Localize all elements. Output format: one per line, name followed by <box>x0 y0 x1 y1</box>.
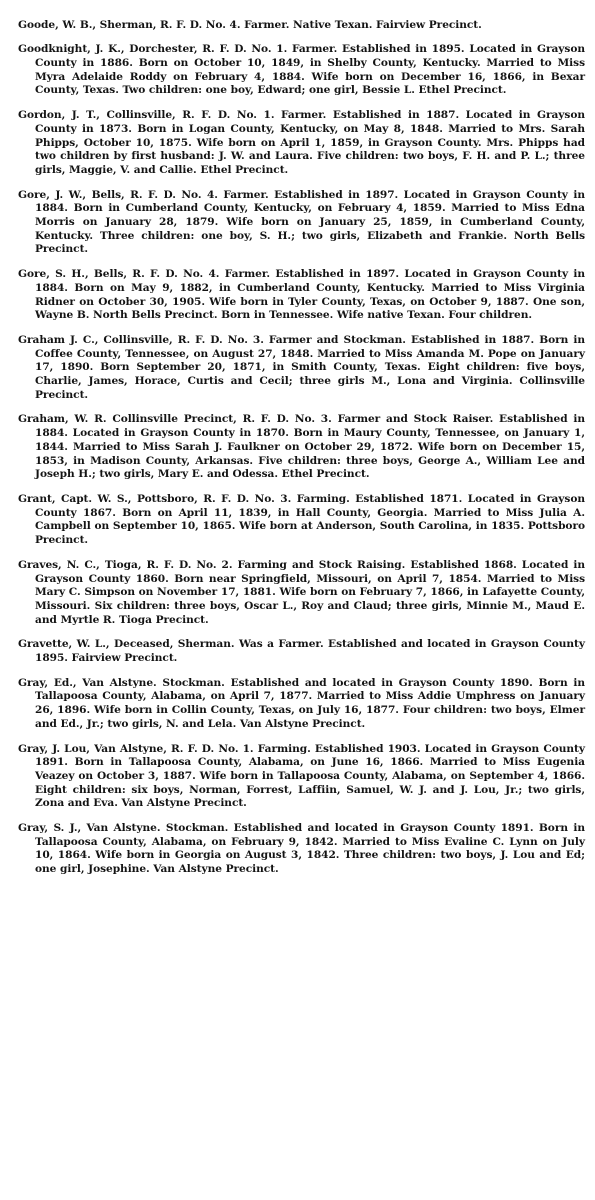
entry-text: Collinsville, R. F. D. No. 3. Farmer and Stockman. Established in 1887. Born in Coffee County, Tennessee, on August 27, 1848. Married to Miss Amanda M. Pope on January 17, 1890. Born September 20, 1871, in Smith County, Texas. Eight children: five boys, Charlie, James, Horace, Curtis and Cecil; three girls M., Lona and Virginia. Collinsville Precinct. <box>35 333 585 401</box>
directory-entry <box>18 268 585 323</box>
entry-text: Collinsville, R. F. D. No. 1. Farmer. Established in 1887. Located in Grayson County in 1873. Born in Logan County, Kentucky, on May 8, 1848. Married to Mrs. Sarah Phipps, October 10, 1875. Wife born on April 1, 1859, in Grayson County. Mrs. Phipps had two children by first husband: J. W. and Laura. Five children: two boys, F. H. and P. L.; three girls, Maggie, V. and Callie. Ethel Precinct. <box>35 109 585 176</box>
entry-name: Gray, S. J., <box>18 822 82 835</box>
directory-entry <box>18 109 585 178</box>
entry-list <box>18 19 585 877</box>
entry-text: Bells, R. F. D. No. 4. Farmer. Established in 1897. Located in Grayson County in 1884. Born in Cumberland County, Kentucky, on February 4, 1859. Married to Miss Edna Morris on January 28, 1879. Wife born on January 25, 1859, in Cumberland County, Kentucky. Three children: one boy, S. H.; two girls, Elizabeth and Frankie. North Bells Precinct. <box>35 188 585 256</box>
directory-entry <box>18 43 585 98</box>
directory-entry <box>18 743 585 812</box>
directory-entry <box>18 334 585 403</box>
directory-entry <box>18 493 585 548</box>
entry-name: Gore, J. W., <box>18 188 87 201</box>
entry-name: Goode, W. B., <box>18 18 97 31</box>
directory-entry <box>18 822 585 877</box>
directory-entry <box>18 189 585 258</box>
entry-text: Bells, R. F. D. No. 4. Farmer. Established in 1897. Located in Grayson County in 1884. Born on May 9, 1882, in Cumberland County, Kentucky. Married to Miss Virginia Ridner on October 30, 1905. Wife born in Tyler County, Texas, on October 9, 1887. One son, Wayne B. North Bells Precinct. Born in Tennessee. Wife native Texan. Four children. <box>35 268 586 322</box>
entry-name: Gravette, W. L., <box>18 638 110 651</box>
directory-entry <box>18 413 585 482</box>
entry-text: Tioga, R. F. D. No. 2. Farming and Stock Raising. Established 1868. Located in Grayson County 1860. Born near Springfield, Missouri, on April 7, 1854. Married to Miss Mary C. Simpson on November 17, 1881. Wife born on February 7, 1866, in Lafayette County, Missouri. Six children: three boys, Oscar L., Roy and Claud; three girls, Minnie M., Maud E. and Myrtle R. Tioga Precinct. <box>35 558 585 626</box>
entry-name: Gore, S. H., <box>18 268 89 281</box>
entry-name: Goodknight, J. K., <box>18 43 125 56</box>
entry-name: Gray, Ed., <box>18 676 77 689</box>
entry-text: Collinsville Precinct, R. F. D. No. 3. Farmer and Stock Raiser. Established in 1884. Located in Grayson County in 1870. Born in Maury County, Tennessee, on January 1, 1844. Married to Miss Sarah J. Faulkner on October 29, 1872. Wife born on December 15, 1853, in Madison County, Arkansas. Five children: three boys, George A., William Lee and Joseph H.; two girls, Mary E. and Odessa. Ethel Precinct. <box>35 413 585 481</box>
entry-name: Grant, Capt. W. S., <box>18 492 132 505</box>
entry-text: Pottsboro, R. F. D. No. 3. Farming. Established 1871. Located in Grayson County 1867. Born on April 11, 1839, in Hall County, Georgia. Married to Miss Julia A. Campbell on September 10, 1865. Wife born at Anderson, South Carolina, in 1835. Pottsboro Precinct. <box>35 492 585 547</box>
directory-entry <box>18 19 585 33</box>
directory-entry <box>18 638 585 665</box>
entry-name: Graham J. C., <box>18 333 99 346</box>
entry-text: Deceased, Sherman. Was a Farmer. Established and located in Grayson County 1895. Fairview Precinct. <box>35 638 586 665</box>
entry-text: Dorchester, R. F. D. No. 1. Farmer. Established in 1895. Located in Grayson County in 1886. Born on October 10, 1849, in Shelby County, Kentucky. Married to Miss Myra Adelaide Roddy on February 4, 1884. Wife born on December 16, 1866, in Bexar County, Texas. Two children: one boy, Edward; one girl, Bessie L. Ethel Precinct. <box>35 43 585 97</box>
directory-entry <box>18 559 585 628</box>
directory-entry <box>18 677 585 732</box>
entry-text: Sherman, R. F. D. No. 4. Farmer. Native Texan. Fairview Precinct. <box>99 18 482 31</box>
entry-text: Van Alstyne. Stockman. Established and located in Grayson County 1890. Born in Tallapoosa County, Alabama, on April 7, 1877. Married to Miss Addie Umphress on January 26, 1896. Wife born in Collin County, Texas, on July 16, 1877. Four children: two boys, Elmer and Ed., Jr.; two girls, N. and Lela. Van Alstyne Precinct. <box>35 676 586 730</box>
entry-name: Gordon, J. T., <box>18 109 100 122</box>
entry-text: Van Alstyne, R. F. D. No. 1. Farming. Established 1903. Located in Grayson County 1891. Born in Tallapoosa County, Alabama, on June 16, 1866. Married to Miss Eugenia Veazey on October 3, 1887. Wife born in Tallapoosa County, Alabama, on September 4, 1866. Eight children: six boys, Norman, Forrest, Laffiin, Samuel, W. J. and J. Lou, Jr.; two girls, Zona and Eva. Van Alstyne Precinct. <box>35 742 585 810</box>
entry-name: Gray, J. Lou, <box>18 742 90 755</box>
entry-name: Graham, W. R. <box>18 413 107 426</box>
entry-text: Van Alstyne. Stockman. Established and located in Grayson County 1891. Born in Tallapoosa County, Alabama, on February 9, 1842. Married to Miss Evaline C. Lynn on July 10, 1864. Wife born in Georgia on August 3, 1842. Three children: two boys, J. Lou and Ed; one girl, Josephine. Van Alstyne Precinct. <box>35 822 586 876</box>
entry-name: Graves, N. C., <box>18 558 100 571</box>
